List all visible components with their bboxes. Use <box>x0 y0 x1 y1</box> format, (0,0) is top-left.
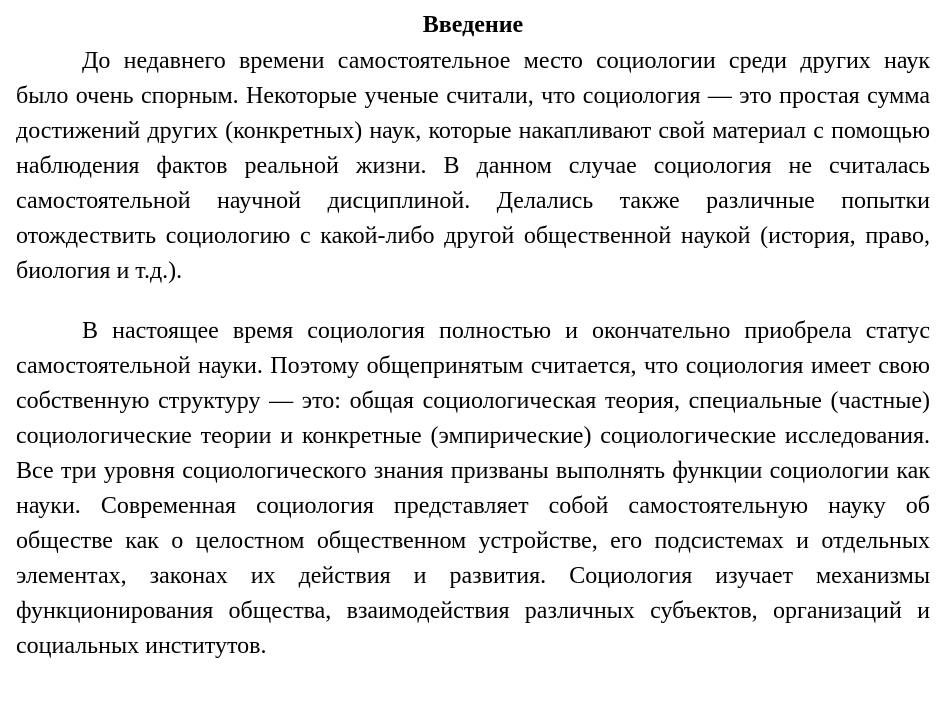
paragraph-2: В настоящее время социология полностью и окончательно приобрела статус самостоятельной науки. Поэтому общепринятым считается, что социология имеет свою собственную структуру — это: общая социологическая теория, специальные (частные) социологические теории и конкретные (эмпирические) социологические исследования. Все три уровня социологического знания призваны выполнять функции социологии как науки. Современная социология представляет собой самостоятельную науку об обществе как о целостном общественном устройстве, его подсистемах и отдельных элементах, законах их действия и развития. Социология изучает механизмы функционирования общества, взаимодействия различных субъектов, организаций и социальных институтов. <box>16 318 930 659</box>
document-title: Введение <box>422 12 524 38</box>
document-page <box>16 0 930 664</box>
paragraph-1: До недавнего времени самостоятельное место социологии среди других наук было очень спорным. Некоторые ученые считали, что социология — это простая сумма достижений других (конкретных) наук, которые накапливают свой материал с помощью наблюдения фактов реальной жизни. В данном случае социология не считалась самостоятельной научной дисциплиной. Делались также различные попытки отождествить социологию с какой-либо другой общественной наукой (история, право, биология и т.д.). <box>16 48 930 284</box>
